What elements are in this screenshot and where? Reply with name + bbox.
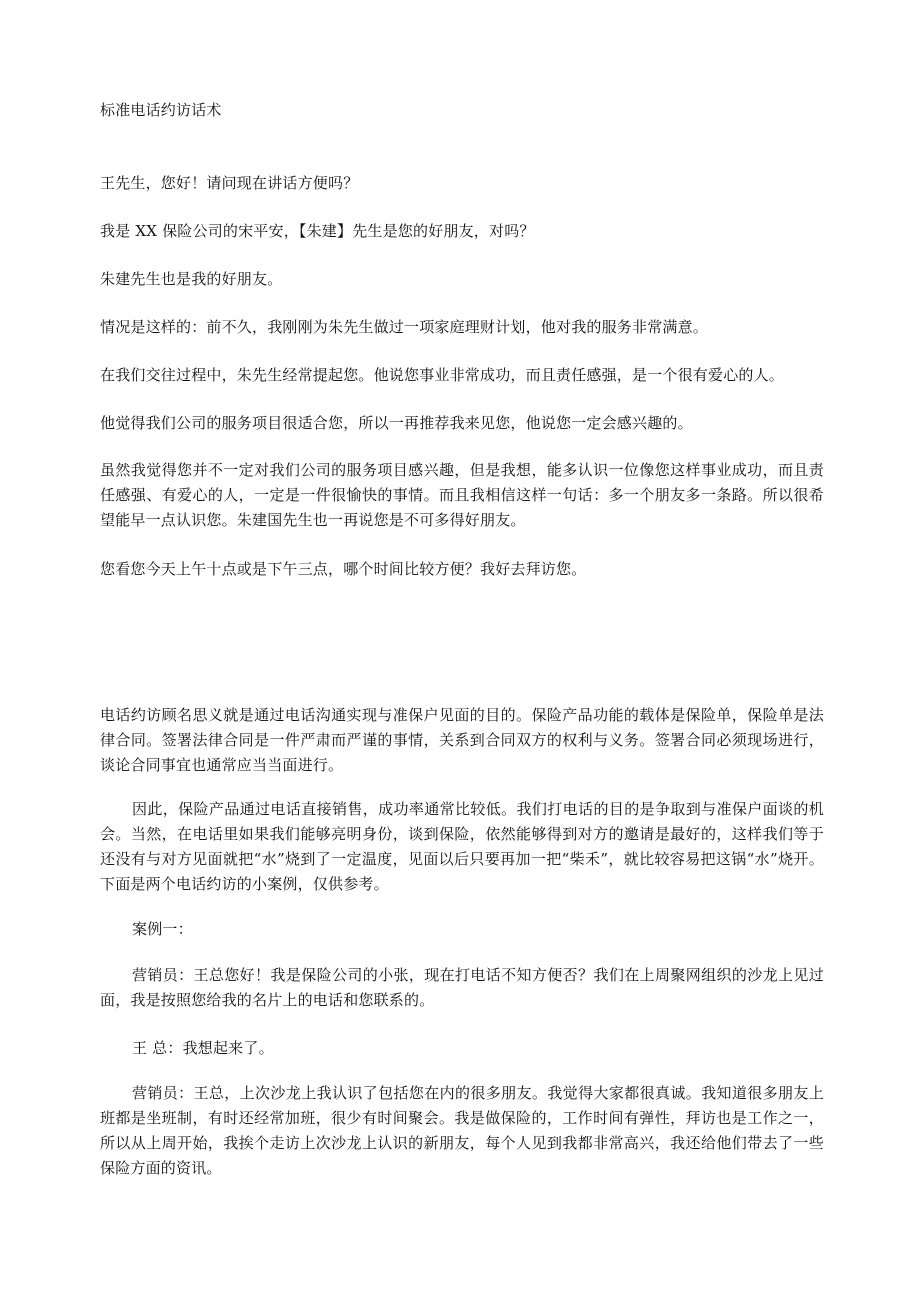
body-paragraph: 因此，保险产品通过电话直接销售，成功率通常比较低。我们打电话的目的是争取到与准保户面谈的机会。当然，在电话里如果我们能够亮明身份，谈到保险，依然能够得到对方的邀请是最好的，这样我们等于还没有与对方见面就把“水”烧到了一定温度，见面以后只要再加一把“柴禾”，就比较容易把这锅“水”烧开。下面是两个电话约访的小案例，仅供参考。 xyxy=(100,800,824,893)
script-line: 您看您今天上午十点或是下午三点，哪个时间比较方便？我好去拜访您。 xyxy=(100,560,587,578)
script-line: 朱建先生也是我的好朋友。 xyxy=(100,270,283,288)
script-line: 他觉得我们公司的服务项目很适合您，所以一再推荐我来见您，他说您一定会感兴趣的。 xyxy=(100,414,693,432)
dialogue-paragraph: 王 总：我想起来了。 xyxy=(132,1039,274,1057)
dialogue-paragraph: 营销员：王总，上次沙龙上我认识了包括您在内的很多朋友。我觉得大家都很真诚。我知道很多朋友上班都是坐班制，有时还经常加班，很少有时间聚会。我是做保险的，工作时间有弹性，拜访也是工作之一，所以从上周开始，我挨个走访上次沙龙上认识的新朋友，每个人见到我都非常高兴，我还给他们带去了一些保险方面的资讯。 xyxy=(100,1084,824,1177)
script-line: 虽然我觉得您并不一定对我们公司的服务项目感兴趣，但是我想，能多认识一位像您这样事业成功，而且责任感强、有爱心的人，一定是一件很愉快的事情。而且我相信这样一句话：多一个朋友多一条路。所以很希望能早一点认识您。朱建国先生也一再说您是不可多得好朋友。 xyxy=(100,461,824,529)
body-paragraph: 电话约访顾名思义就是通过电话沟通实现与准保户见面的目的。保险产品功能的载体是保险单，保险单是法律合同。签署法律合同是一件严肃而严谨的事情，关系到合同双方的权利与义务。签署合同必须现场进行，谈论合同事宜也通常应当当面进行。 xyxy=(100,706,824,774)
script-line: 王先生，您好！请问现在讲话方便吗？ xyxy=(100,174,359,192)
script-line: 我是 XX 保险公司的宋平安，【朱建】先生是您的好朋友，对吗？ xyxy=(100,222,535,240)
script-line: 情况是这样的：前不久，我刚刚为朱先生做过一项家庭理财计划，他对我的服务非常满意。 xyxy=(100,318,709,336)
document-title: 标准电话约访话术 xyxy=(100,101,222,119)
case-heading: 案例一： xyxy=(132,920,193,938)
dialogue-paragraph: 营销员：王总您好！我是保险公司的小张，现在打电话不知方便否？我们在上周聚网组织的沙龙上见过面，我是按照您给我的名片上的电话和您联系的。 xyxy=(100,966,824,1009)
script-line: 在我们交往过程中，朱先生经常提起您。他说您事业非常成功，而且责任感强，是一个很有爱心的人。 xyxy=(100,366,785,384)
